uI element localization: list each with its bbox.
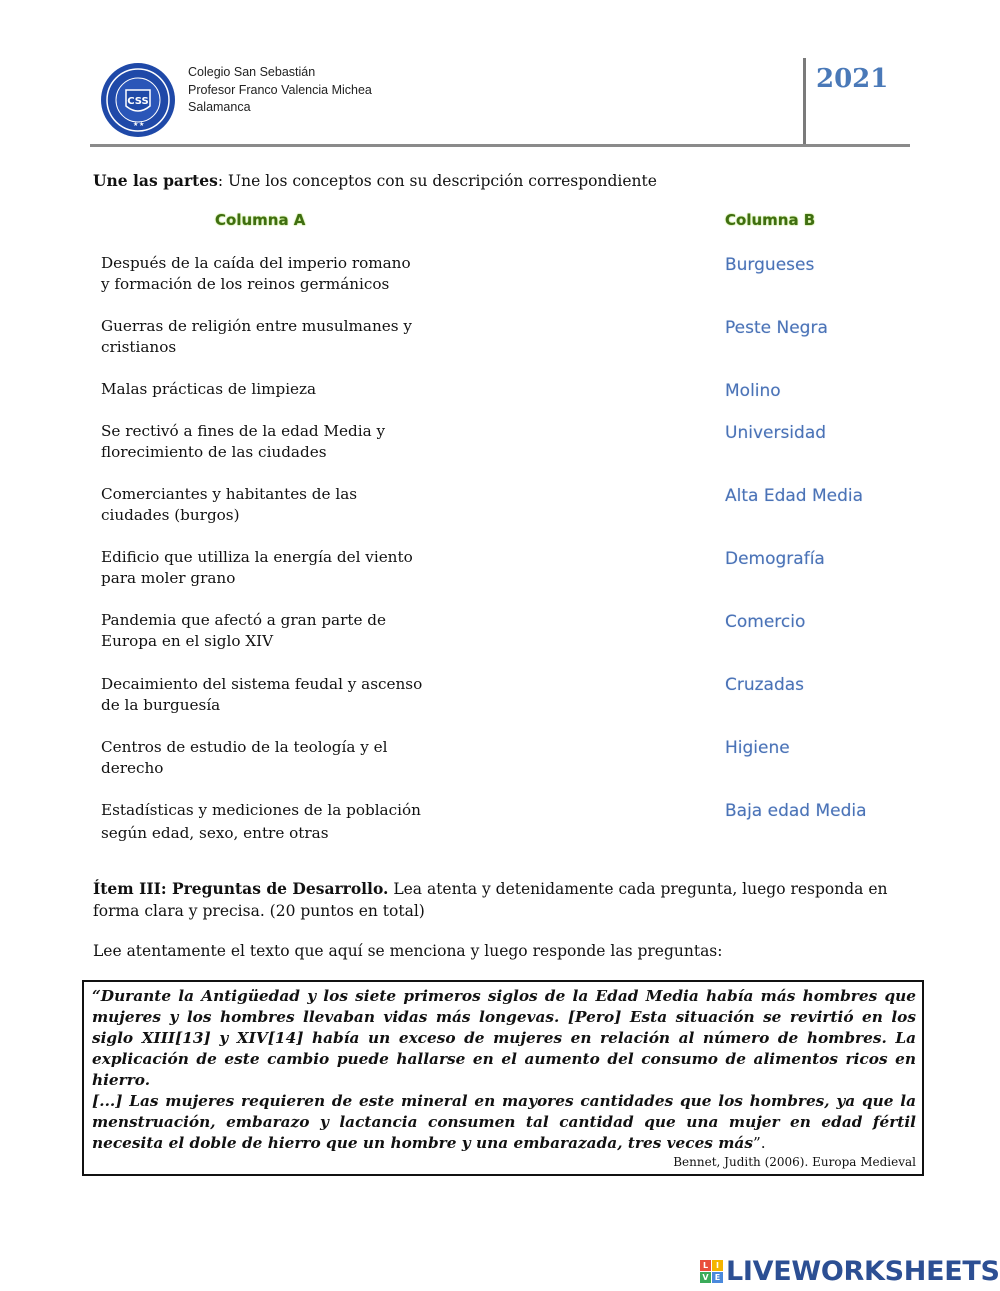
quote-close: ”. — [752, 1134, 766, 1152]
column-a-item — [101, 737, 431, 779]
column-a-line: Comerciantes y habitantes de las — [101, 485, 358, 503]
column-a-line: Edificio que utilliza la energía del viento — [101, 548, 413, 566]
header-horizontal-divider — [90, 144, 910, 147]
school-name: Colegio San Sebastián — [188, 65, 316, 79]
quote-box — [82, 980, 924, 1176]
column-a-line: Centros de estudio de la teología y el — [101, 738, 388, 756]
column-b-title: Columna B — [725, 211, 816, 229]
item3-title: Ítem III: Preguntas de Desarrollo. — [93, 879, 389, 898]
quote-paragraph-1: “Durante la Antigüedad y los siete primeros siglos de la Edad Media había más hombres que mujeres y los hombres llevaban vidas más longevas. [Pero] Esta situación se revirtió en los siglo XIII[13] y XIV[14] había un exceso de mujeres en relación al número de hombres. La explicación de este cambio puede hallarse en el aumento del consumo de alimentos ricos en hierro. — [92, 987, 916, 1089]
column-b-term[interactable]: Burgueses — [725, 255, 815, 275]
teacher-name: Profesor Franco Valencia Michea — [188, 82, 372, 97]
column-a-title: Columna A — [215, 211, 306, 229]
column-a-line: cristianos — [101, 338, 177, 356]
column-a-line: Guerras de religión entre musulmanes y — [101, 317, 412, 335]
column-a-line: Estadísticas y mediciones de la población — [101, 801, 421, 819]
school-info — [188, 64, 372, 117]
column-b-term[interactable]: Cruzadas — [725, 675, 805, 695]
instruction-bold: Une las partes — [93, 171, 218, 190]
column-a-line: Pandemia que afectó a gran parte de — [101, 611, 386, 629]
column-a-line: Después de la caída del imperio romano — [101, 254, 411, 272]
item3-text: Lea atenta y detenidamente cada pregunta, luego responda en forma clara y precisa. (20 puntos en total) — [93, 880, 888, 920]
school-city: Salamanca — [188, 100, 251, 114]
column-a-item — [101, 421, 431, 463]
liveworksheets-badge-icon — [700, 1260, 723, 1283]
instruction — [93, 171, 657, 190]
column-a-item — [101, 379, 431, 400]
column-a-line: Se rectivó a fines de la edad Media y — [101, 422, 386, 440]
column-b-term[interactable]: Universidad — [725, 423, 827, 443]
column-a-line: Malas prácticas de limpieza — [101, 380, 317, 398]
column-a-item — [101, 547, 431, 589]
column-a-item — [101, 610, 431, 652]
header-vertical-divider — [803, 58, 806, 146]
badge-letter: E — [712, 1272, 723, 1283]
column-b-term[interactable]: Peste Negra — [725, 318, 828, 338]
column-a-line: derecho — [101, 759, 164, 777]
column-a-line: según edad, sexo, entre otras — [101, 824, 329, 842]
column-a-line: y formación de los reinos germánicos — [101, 275, 390, 293]
column-b-term[interactable]: Molino — [725, 381, 781, 401]
badge-letter: V — [700, 1272, 711, 1283]
svg-text:CSS: CSS — [127, 96, 149, 107]
column-a-item — [101, 799, 431, 845]
column-b-term[interactable]: Demografía — [725, 549, 825, 569]
svg-text:★: ★ — [139, 121, 145, 128]
liveworksheets-watermark — [700, 1254, 1000, 1288]
quote-source: Bennet, Judith (2006). Europa Medieval — [673, 1155, 916, 1169]
quote-paragraph-2 — [92, 1091, 916, 1154]
column-a-line: de la burguesía — [101, 696, 221, 714]
column-b-term[interactable]: Comercio — [725, 612, 806, 632]
column-a-item — [101, 316, 431, 358]
column-a-item — [101, 484, 431, 526]
column-a-line: florecimiento de las ciudades — [101, 443, 327, 461]
instruction-rest: : Une los conceptos con su descripción correspondiente — [217, 172, 657, 190]
column-b-term[interactable]: Higiene — [725, 738, 790, 758]
column-b-term[interactable]: Baja edad Media — [725, 801, 867, 821]
svg-text:★: ★ — [133, 121, 139, 128]
quote-paragraph-2-text: [...] Las mujeres requieren de este mineral en mayores cantidades que los hombres, ya que la menstruación, embarazo y lactancia consumen tal cantidad que una mujer en edad fértil necesita el doble de hierro que un hombre y una embarazada, tres veces más — [92, 1092, 916, 1152]
column-a-line: Decaimiento del sistema feudal y ascenso — [101, 675, 423, 693]
column-a-line: ciudades (burgos) — [101, 506, 240, 524]
column-a-item — [101, 253, 431, 295]
column-a-line: Europa en el siglo XIV — [101, 632, 274, 650]
item3-instructions — [93, 878, 908, 922]
column-a-item — [101, 674, 431, 716]
badge-letter: I — [712, 1260, 723, 1271]
column-a-line: para moler grano — [101, 569, 236, 587]
reading-instruction: Lee atentamente el texto que aquí se menciona y luego responde las preguntas: — [93, 942, 723, 960]
liveworksheets-text: LIVEWORKSHEETS — [726, 1255, 1000, 1287]
column-b-term[interactable]: Alta Edad Media — [725, 486, 864, 506]
badge-letter: L — [700, 1260, 711, 1271]
year: 2021 — [816, 64, 889, 94]
school-logo — [100, 62, 176, 138]
